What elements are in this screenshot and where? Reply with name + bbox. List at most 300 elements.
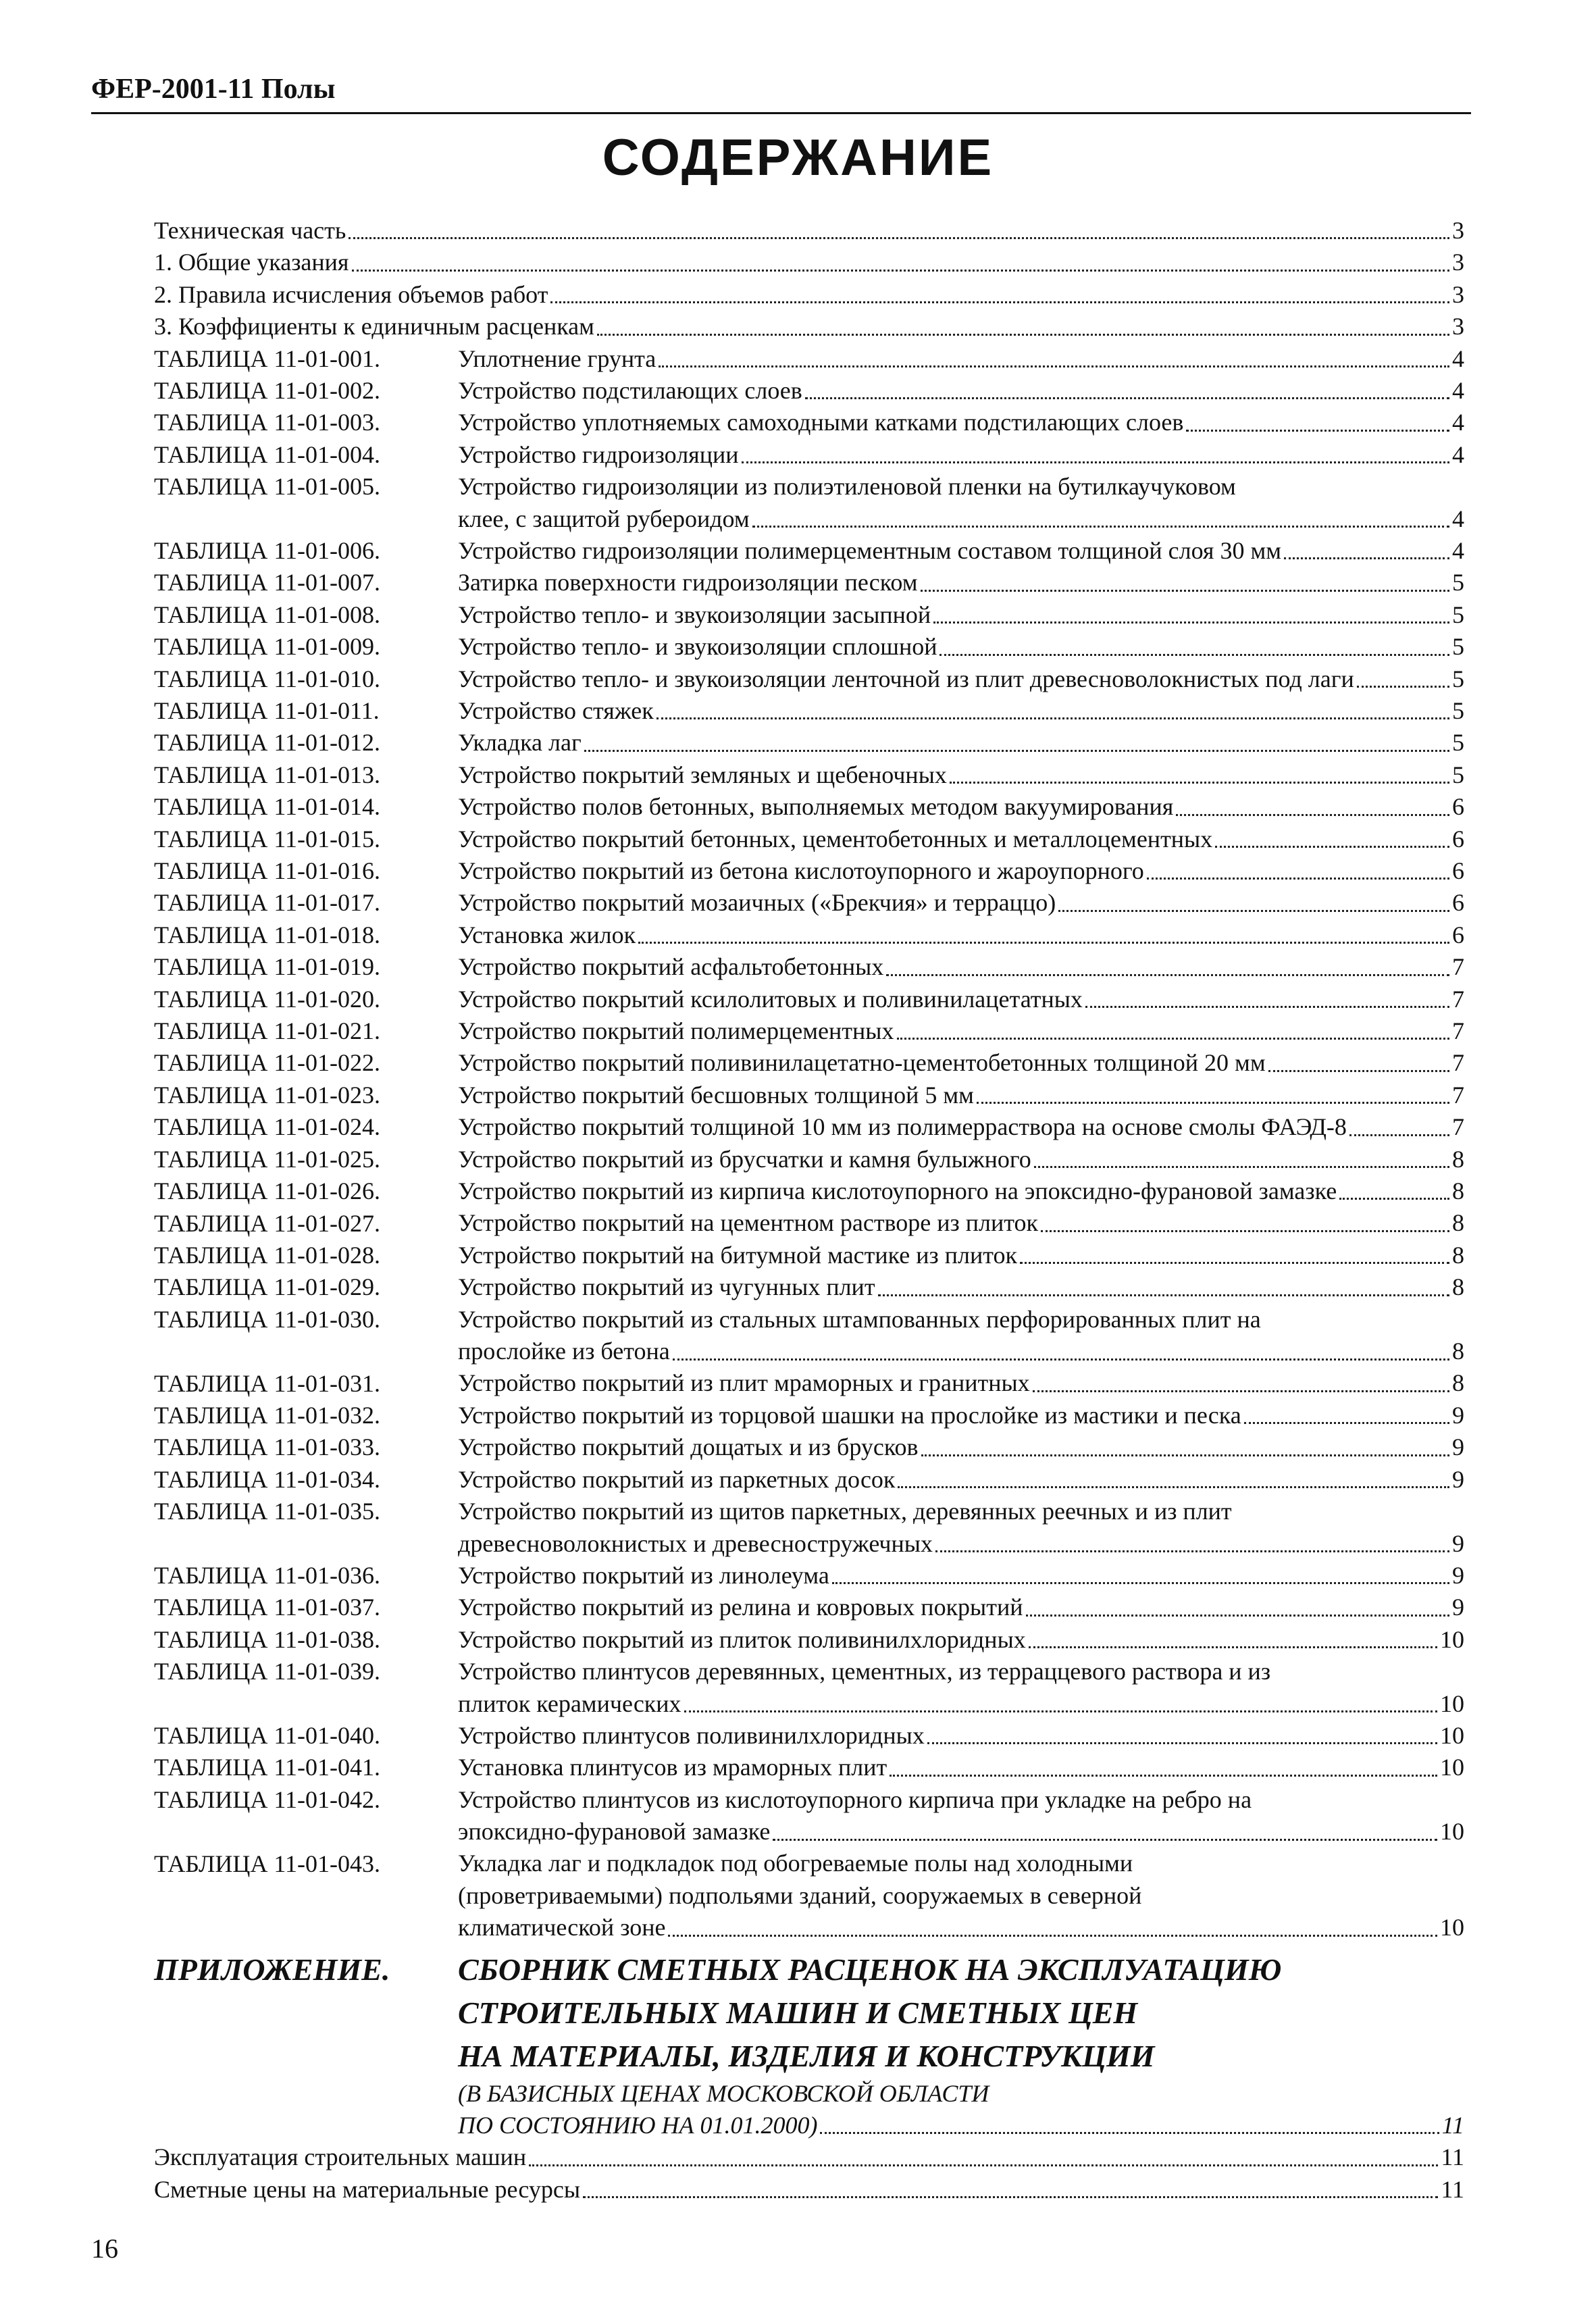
entry-page: 5	[1452, 696, 1464, 724]
entry-page: 8	[1452, 1241, 1464, 1269]
entry-text: клее, с защитой рубероидом	[458, 505, 750, 532]
entry-text: Устройство покрытий бесшовных толщиной 5 мм	[458, 1081, 974, 1109]
table-label: ТАБЛИЦА 11-01-009.	[154, 633, 381, 661]
entry-page: 6	[1452, 857, 1464, 885]
dot-leader	[657, 717, 1449, 719]
entry-text: климатической зоне	[458, 1914, 666, 1941]
toc-line	[458, 1912, 1464, 1943]
table-description	[458, 1144, 1464, 1175]
entry-text: Устройство покрытий ксилолитовых и поливинилацетатных	[458, 985, 1083, 1013]
toc-table-entry	[154, 1015, 1464, 1047]
entry-text: прослойке из бетона	[458, 1338, 670, 1365]
table-description	[458, 407, 1464, 438]
table-label: ТАБЛИЦА 11-01-035.	[154, 1498, 381, 1525]
table-description	[458, 823, 1464, 855]
entry-text: Устройство покрытий из стальных штампованных перфорированных плит на	[458, 1305, 1261, 1333]
dot-leader	[1349, 1134, 1449, 1136]
toc-table-entry	[154, 1208, 1464, 1240]
entry-text: Устройство покрытий мозаичных («Брекчия» и терраццо)	[458, 889, 1056, 917]
table-label: ТАБЛИЦА 11-01-013.	[154, 761, 381, 788]
toc-table-entry	[154, 439, 1464, 471]
toc-line	[458, 1304, 1464, 1336]
entry-text: Устройство покрытий на битумной мастике из плиток	[458, 1241, 1017, 1269]
appendix-heading-line: СБОРНИК СМЕТНЫХ РАСЦЕНОК НА ЭКСПЛУАТАЦИЮ	[458, 1952, 1282, 1987]
table-label: ТАБЛИЦА 11-01-043.	[154, 1850, 381, 1877]
toc-entry	[154, 279, 1464, 311]
dot-leader	[583, 2196, 1438, 2198]
table-description	[458, 375, 1464, 407]
toc-line	[458, 375, 1464, 407]
toc-table-entry	[154, 1368, 1464, 1400]
toc-entry	[154, 215, 1464, 247]
entry-page: 5	[1452, 601, 1464, 628]
entry-page: 7	[1452, 1113, 1464, 1141]
dot-leader	[352, 270, 1450, 272]
entry-page: 11	[1441, 2175, 1464, 2203]
entry-page: 4	[1452, 505, 1464, 532]
entry-text: Устройство покрытий из кирпича кислотоупорного на эпоксидно-фурановой замазке	[458, 1177, 1337, 1205]
appendix-entry	[154, 1948, 1464, 2142]
dot-leader	[550, 301, 1449, 303]
dot-leader	[1029, 1646, 1437, 1648]
table-description	[458, 1111, 1464, 1143]
toc-line	[458, 951, 1464, 983]
entry-text: 2. Правила исчисления объемов работ	[154, 280, 548, 308]
entry-page: 7	[1452, 953, 1464, 981]
toc-line	[458, 1880, 1464, 1912]
toc-line	[458, 535, 1464, 567]
entry-page: 9	[1452, 1401, 1464, 1429]
toc-table-entry	[154, 1752, 1464, 1783]
toc-line	[458, 503, 1464, 535]
table-label: ТАБЛИЦА 11-01-017.	[154, 889, 381, 917]
dot-leader	[939, 654, 1449, 656]
table-of-contents	[154, 215, 1464, 2206]
table-description	[458, 1271, 1464, 1303]
table-label: ТАБЛИЦА 11-01-003.	[154, 409, 381, 436]
dot-leader	[921, 590, 1449, 592]
toc-line	[458, 1592, 1464, 1623]
table-label: ТАБЛИЦА 11-01-001.	[154, 345, 381, 372]
entry-page: 9	[1452, 1594, 1464, 1621]
entry-page: 5	[1452, 729, 1464, 757]
toc-table-entry	[154, 1496, 1464, 1560]
table-label: ТАБЛИЦА 11-01-039.	[154, 1658, 381, 1685]
dot-leader	[898, 1486, 1449, 1488]
table-description	[458, 1784, 1464, 1848]
entry-text: (проветриваемыми) подпольями зданий, сооружаемых в северной	[458, 1881, 1142, 1909]
entry-text: Установка жилок	[458, 921, 636, 948]
toc-table-entry	[154, 407, 1464, 438]
entry-page: 4	[1452, 376, 1464, 404]
toc-table-entry	[154, 375, 1464, 407]
entry-text: Устройство покрытий из паркетных досок	[458, 1465, 896, 1493]
appendix-sub-line: (В БАЗИСНЫХ ЦЕНАХ МОСКОВСКОЙ ОБЛАСТИ	[458, 2079, 989, 2107]
toc-line	[458, 1400, 1464, 1431]
table-label: ТАБЛИЦА 11-01-040.	[154, 1721, 381, 1749]
toc-line	[458, 567, 1464, 599]
toc-table-entry	[154, 1784, 1464, 1848]
dot-leader	[742, 461, 1449, 463]
toc-line	[458, 1079, 1464, 1111]
dot-leader	[659, 365, 1449, 367]
entry-text: Сметные цены на материальные ресурсы	[154, 2175, 581, 2203]
entry-page: 9	[1452, 1465, 1464, 1493]
table-label: ТАБЛИЦА 11-01-002.	[154, 376, 381, 404]
toc-table-entry	[154, 599, 1464, 631]
toc-line	[458, 1496, 1464, 1527]
appendix-body	[458, 1948, 1464, 2142]
table-description	[458, 1624, 1464, 1656]
table-description	[458, 855, 1464, 887]
table-description	[458, 1047, 1464, 1079]
toc-table-entry	[154, 471, 1464, 535]
entry-text: Уплотнение грунта	[458, 345, 657, 372]
dot-leader	[1147, 878, 1449, 880]
table-label: ТАБЛИЦА 11-01-005.	[154, 473, 381, 501]
page-title: СОДЕРЖАНИЕ	[602, 129, 994, 186]
table-label: ТАБЛИЦА 11-01-020.	[154, 985, 381, 1013]
toc-line	[458, 1784, 1464, 1816]
toc-line	[458, 1688, 1464, 1720]
toc-table-entry	[154, 1431, 1464, 1463]
toc-table-entry	[154, 1560, 1464, 1592]
entry-text: Устройство покрытий бетонных, цементобетонных и металлоцементных	[458, 825, 1213, 853]
toc-table-entry	[154, 567, 1464, 599]
toc-table-entry	[154, 1144, 1464, 1175]
toc-line	[458, 1175, 1464, 1207]
dot-leader	[921, 1454, 1450, 1456]
dot-leader	[1033, 1390, 1449, 1392]
table-label: ТАБЛИЦА 11-01-042.	[154, 1785, 381, 1813]
dot-leader	[935, 1550, 1449, 1552]
dot-leader	[1215, 846, 1449, 848]
toc-table-entry	[154, 1592, 1464, 1623]
toc-table-entry	[154, 631, 1464, 663]
dot-leader	[349, 237, 1449, 239]
entry-text: плиток керамических	[458, 1689, 681, 1717]
header-rule	[91, 112, 1471, 114]
dot-leader	[805, 397, 1449, 399]
table-label: ТАБЛИЦА 11-01-037.	[154, 1594, 381, 1621]
entry-page: 8	[1452, 1369, 1464, 1397]
entry-page: 5	[1452, 761, 1464, 788]
dot-leader	[878, 1294, 1449, 1296]
toc-table-entry	[154, 1047, 1464, 1079]
entry-page: 8	[1452, 1145, 1464, 1173]
toc-line	[458, 791, 1464, 823]
toc-line	[458, 855, 1464, 887]
table-description	[458, 1400, 1464, 1431]
dot-leader	[1026, 1615, 1449, 1617]
dot-leader	[684, 1710, 1437, 1712]
toc-table-entry	[154, 855, 1464, 887]
toc-line	[458, 984, 1464, 1015]
dot-leader	[673, 1358, 1449, 1361]
toc-line	[458, 919, 1464, 951]
toc-line	[458, 1368, 1464, 1400]
entry-text: Устройство гидроизоляции из полиэтиленовой пленки на бутилкаучуковом	[458, 473, 1236, 501]
entry-page: 10	[1440, 1914, 1464, 1941]
dot-leader	[897, 1038, 1450, 1040]
toc-table-entry	[154, 727, 1464, 759]
table-description	[458, 1208, 1464, 1240]
dot-leader	[1085, 1006, 1449, 1008]
toc-line	[458, 695, 1464, 727]
entry-page: 6	[1452, 889, 1464, 917]
toc-line	[458, 407, 1464, 438]
table-description	[458, 1368, 1464, 1400]
entry-text: Устройство плинтусов деревянных, цементных, из терраццевого раствора и из	[458, 1658, 1271, 1685]
table-label: ТАБЛИЦА 11-01-016.	[154, 857, 381, 885]
dot-leader	[1020, 1262, 1449, 1264]
toc-table-entry	[154, 984, 1464, 1015]
entry-page: 9	[1452, 1529, 1464, 1557]
table-description	[458, 343, 1464, 375]
entry-page: 4	[1452, 409, 1464, 436]
table-label: ТАБЛИЦА 11-01-015.	[154, 825, 381, 853]
toc-table-entry	[154, 1400, 1464, 1431]
toc-line	[458, 2110, 1464, 2141]
dot-leader	[1339, 1198, 1449, 1200]
toc-line	[458, 759, 1464, 791]
toc-table-entry	[154, 695, 1464, 727]
entry-text: Устройство покрытий земляных и щебеночных	[458, 761, 947, 788]
table-label: ТАБЛИЦА 11-01-030.	[154, 1305, 381, 1333]
table-description	[458, 695, 1464, 727]
table-label: ТАБЛИЦА 11-01-032.	[154, 1401, 381, 1429]
entry-text: Установка плинтусов из мраморных плит	[458, 1754, 887, 1781]
toc-line	[458, 1816, 1464, 1848]
dot-leader	[1357, 686, 1449, 688]
toc-table-entry	[154, 951, 1464, 983]
toc-line	[458, 1208, 1464, 1240]
table-description	[458, 1848, 1464, 1944]
entry-text: Устройство покрытий из релина и ковровых покрытий	[458, 1594, 1023, 1621]
entry-page: 10	[1440, 1818, 1464, 1846]
dot-leader	[1176, 814, 1449, 816]
table-label: ТАБЛИЦА 11-01-036.	[154, 1561, 381, 1589]
dot-leader	[1041, 1230, 1449, 1232]
table-description	[458, 1752, 1464, 1783]
entry-page: 8	[1452, 1273, 1464, 1301]
entry-page: 11	[1441, 2112, 1464, 2139]
table-description	[458, 1656, 1464, 1720]
table-label: ТАБЛИЦА 11-01-010.	[154, 665, 381, 692]
entry-page: 3	[1452, 280, 1464, 308]
table-label: ТАБЛИЦА 11-01-031.	[154, 1369, 381, 1397]
entry-page: 7	[1452, 1081, 1464, 1109]
table-label: ТАБЛИЦА 11-01-018.	[154, 921, 381, 948]
entry-text: Устройство покрытий из чугунных плит	[458, 1273, 875, 1301]
table-description	[458, 1240, 1464, 1271]
dot-leader	[977, 1102, 1449, 1104]
entry-page: 8	[1452, 1338, 1464, 1365]
table-description	[458, 919, 1464, 951]
toc-line	[458, 1336, 1464, 1367]
entry-text: 1. Общие указания	[154, 249, 349, 276]
table-label: ТАБЛИЦА 11-01-029.	[154, 1273, 381, 1301]
entry-text: Устройство подстилающих слоев	[458, 376, 802, 404]
entry-text: Устройство покрытий толщиной 10 мм из полимерраствора на основе смолы ФАЭД-8	[458, 1113, 1347, 1141]
toc-table-entry	[154, 1624, 1464, 1656]
table-description	[458, 1720, 1464, 1752]
entry-page: 5	[1452, 633, 1464, 661]
table-description	[458, 887, 1464, 919]
entry-page: 3	[1452, 313, 1464, 340]
table-description	[458, 439, 1464, 471]
toc-line	[458, 1240, 1464, 1271]
dot-leader	[597, 334, 1449, 336]
entry-text: Устройство плинтусов поливинилхлоридных	[458, 1721, 925, 1749]
entry-text: Устройство покрытий из линолеума	[458, 1561, 829, 1589]
table-description	[458, 1496, 1464, 1560]
table-label: ТАБЛИЦА 11-01-014.	[154, 793, 381, 821]
toc-table-entry	[154, 1848, 1464, 1944]
toc-line	[458, 1047, 1464, 1079]
table-label: ТАБЛИЦА 11-01-028.	[154, 1241, 381, 1269]
toc-table-entry	[154, 1656, 1464, 1720]
table-description	[458, 1175, 1464, 1207]
entry-text: Устройство тепло- и звукоизоляции ленточной из плит древесноволокнистых под лаги	[458, 665, 1354, 692]
dot-leader	[886, 974, 1449, 976]
table-label: ТАБЛИЦА 11-01-025.	[154, 1145, 381, 1173]
dot-leader	[1284, 557, 1449, 559]
toc-line	[458, 1624, 1464, 1656]
toc-table-entry	[154, 1079, 1464, 1111]
toc-table-entry	[154, 1240, 1464, 1271]
table-label: ТАБЛИЦА 11-01-024.	[154, 1113, 381, 1141]
dot-leader	[933, 621, 1449, 624]
toc-table-entry	[154, 1304, 1464, 1368]
toc-table-entry	[154, 1720, 1464, 1752]
entry-text: Устройство тепло- и звукоизоляции засыпной	[458, 601, 931, 628]
table-label: ТАБЛИЦА 11-01-019.	[154, 953, 381, 981]
entry-text: 3. Коэффициенты к единичным расценкам	[154, 313, 594, 340]
toc-line	[458, 439, 1464, 471]
toc-entry	[154, 2174, 1464, 2206]
table-description	[458, 1592, 1464, 1623]
entry-text: Устройство покрытий из бетона кислотоупорного и жароупорного	[458, 857, 1144, 885]
entry-text: Устройство покрытий из плиток поливинилхлоридных	[458, 1625, 1026, 1653]
entry-page: 3	[1452, 216, 1464, 244]
table-label: ТАБЛИЦА 11-01-007.	[154, 569, 381, 596]
entry-page: 10	[1440, 1754, 1464, 1781]
entry-text: ПО СОСТОЯНИЮ НА 01.01.2000)	[458, 2112, 818, 2139]
table-label: ТАБЛИЦА 11-01-021.	[154, 1017, 381, 1045]
table-label: ТАБЛИЦА 11-01-027.	[154, 1209, 381, 1237]
entry-text: Устройство покрытий из торцовой шашки на прослойке из мастики и песка	[458, 1401, 1241, 1429]
toc-line	[458, 1656, 1464, 1687]
entry-page: 7	[1452, 1017, 1464, 1045]
toc-line	[458, 1464, 1464, 1496]
entry-page: 10	[1440, 1721, 1464, 1749]
dot-leader	[1186, 430, 1449, 432]
toc-table-entry	[154, 663, 1464, 695]
toc-entry	[154, 2141, 1464, 2173]
toc-entry	[154, 311, 1464, 342]
toc-table-entry	[154, 1271, 1464, 1303]
toc-table-entry	[154, 1175, 1464, 1207]
table-description	[458, 471, 1464, 535]
entry-text: Устройство покрытий из брусчатки и камня булыжного	[458, 1145, 1031, 1173]
toc-line	[458, 1431, 1464, 1463]
dot-leader	[950, 782, 1449, 784]
table-label: ТАБЛИЦА 11-01-004.	[154, 440, 381, 468]
toc-table-entry	[154, 887, 1464, 919]
page-number: 16	[91, 2233, 118, 2264]
dot-leader	[832, 1582, 1449, 1584]
appendix-heading-line: НА МАТЕРИАЛЫ, ИЗДЕЛИЯ И КОНСТРУКЦИИ	[458, 2038, 1155, 2073]
table-label: ТАБЛИЦА 11-01-022.	[154, 1049, 381, 1077]
entry-text: Устройство стяжек	[458, 696, 654, 724]
dot-leader	[1058, 910, 1449, 912]
table-label: ТАБЛИЦА 11-01-034.	[154, 1465, 381, 1493]
entry-text: Устройство покрытий поливинилацетатно-цементобетонных толщиной 20 мм	[458, 1049, 1266, 1077]
entry-page: 8	[1452, 1209, 1464, 1237]
entry-text: древесноволокнистых и древесностружечных	[458, 1529, 933, 1557]
appendix-heading-line: СТРОИТЕЛЬНЫХ МАШИН И СМЕТНЫХ ЦЕН	[458, 1995, 1138, 2030]
entry-text: Устройство покрытий на цементном растворе из плиток	[458, 1209, 1039, 1237]
entry-page: 7	[1452, 985, 1464, 1013]
entry-page: 10	[1440, 1689, 1464, 1717]
table-description	[458, 631, 1464, 663]
entry-page: 11	[1441, 2143, 1464, 2171]
toc-table-entry	[154, 919, 1464, 951]
toc-line	[458, 343, 1464, 375]
table-description	[458, 535, 1464, 567]
entry-text: Эксплуатация строительных машин	[154, 2143, 527, 2171]
entry-text: Устройство покрытий из щитов паркетных, деревянных реечных и из плит	[458, 1498, 1232, 1525]
entry-page: 7	[1452, 1049, 1464, 1077]
entry-page: 8	[1452, 1177, 1464, 1205]
entry-page: 9	[1452, 1561, 1464, 1589]
toc-line	[458, 823, 1464, 855]
table-description	[458, 951, 1464, 983]
table-description	[458, 984, 1464, 1015]
entry-text: Устройство гидроизоляции полимерцементным составом толщиной слоя 30 мм	[458, 536, 1282, 564]
toc-line	[458, 1528, 1464, 1560]
table-description	[458, 1015, 1464, 1047]
dot-leader	[638, 942, 1449, 944]
entry-text: Устройство уплотняемых самоходными катками подстилающих слоев	[458, 409, 1184, 436]
toc-line	[458, 1752, 1464, 1783]
toc-line	[458, 1720, 1464, 1752]
entry-page: 5	[1452, 569, 1464, 596]
table-description	[458, 1304, 1464, 1368]
entry-text: Укладка лаг и подкладок под обогреваемые полы над холодными	[458, 1850, 1133, 1877]
entry-text: Устройство покрытий из плит мраморных и гранитных	[458, 1369, 1030, 1397]
toc-table-entry	[154, 791, 1464, 823]
table-label: ТАБЛИЦА 11-01-026.	[154, 1177, 381, 1205]
entry-text: эпоксидно-фурановой замазке	[458, 1818, 771, 1846]
entry-text: Устройство покрытий асфальтобетонных	[458, 953, 884, 981]
toc-entry	[154, 247, 1464, 278]
toc-line	[458, 887, 1464, 919]
toc-line	[458, 631, 1464, 663]
table-description	[458, 663, 1464, 695]
toc-line	[458, 1848, 1464, 1880]
toc-table-entry	[154, 1111, 1464, 1143]
dot-leader	[1034, 1166, 1449, 1168]
entry-page: 9	[1452, 1433, 1464, 1461]
entry-text: Устройство тепло- и звукоизоляции сплошной	[458, 633, 937, 661]
entry-page: 4	[1452, 440, 1464, 468]
table-description	[458, 1079, 1464, 1111]
entry-text: Укладка лаг	[458, 729, 582, 757]
entry-page: 4	[1452, 536, 1464, 564]
table-description	[458, 727, 1464, 759]
